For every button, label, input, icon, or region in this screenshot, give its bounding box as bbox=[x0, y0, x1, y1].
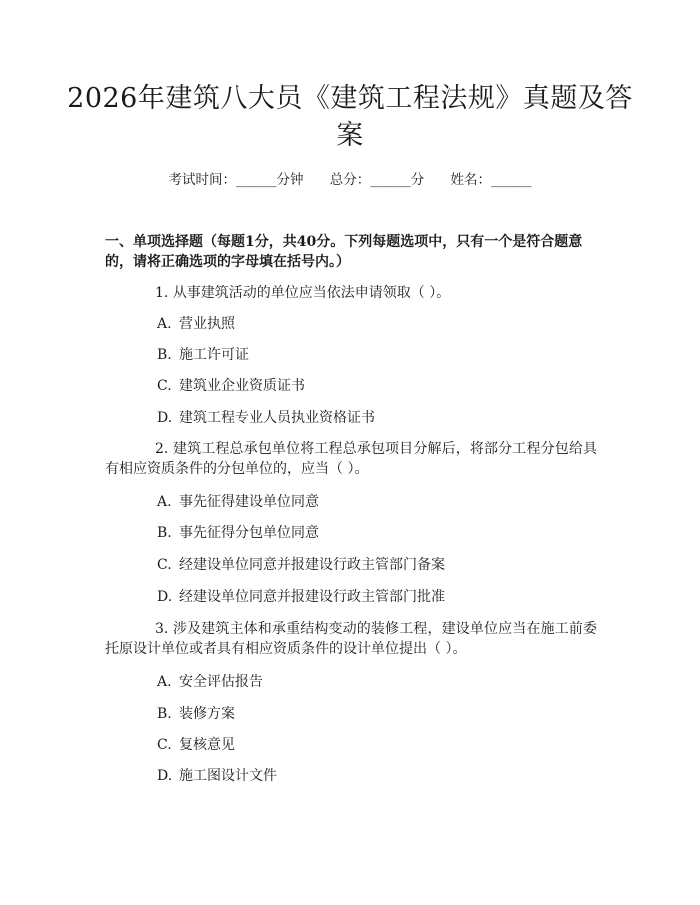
total-score-field: 总分：______分 bbox=[329, 172, 425, 188]
option-text: 安全评估报告 bbox=[179, 674, 263, 690]
option-text: 复核意见 bbox=[179, 737, 235, 753]
option-letter: C. bbox=[157, 737, 172, 753]
option-letter: D. bbox=[157, 768, 173, 784]
question-1-option-a bbox=[157, 314, 235, 334]
question-number: 2. bbox=[155, 441, 169, 457]
option-letter: B. bbox=[157, 347, 172, 363]
question-3 bbox=[105, 619, 597, 659]
question-number: 3. bbox=[155, 621, 169, 637]
question-text: 涉及建筑主体和承重结构变动的装修工程，建设单位应当在施工前委托原设计单位或者具有相应资质条件的设计单位提出（ ）。 bbox=[105, 621, 597, 657]
question-text: 从事建筑活动的单位应当依法申请领取（ ）。 bbox=[172, 285, 451, 301]
question-text: 建筑工程总承包单位将工程总承包项目分解后，将部分工程分包给具有相应资质条件的分包单位的，应当（ ）。 bbox=[105, 441, 597, 477]
option-letter: A. bbox=[157, 674, 172, 690]
question-3-option-d bbox=[157, 766, 277, 786]
option-text: 装修方案 bbox=[179, 706, 235, 722]
option-text: 事先征得建设单位同意 bbox=[179, 494, 319, 510]
question-2-option-a bbox=[157, 492, 319, 512]
question-2-option-c bbox=[157, 555, 445, 575]
option-letter: A. bbox=[157, 494, 172, 510]
question-3-option-b bbox=[157, 704, 235, 724]
option-text: 建筑工程专业人员执业资格证书 bbox=[179, 410, 375, 426]
name-field: 姓名：______ bbox=[450, 172, 532, 188]
question-1-option-b bbox=[157, 345, 249, 365]
question-1-option-c bbox=[157, 376, 305, 396]
option-text: 营业执照 bbox=[179, 316, 235, 332]
option-text: 施工许可证 bbox=[179, 347, 249, 363]
option-letter: D. bbox=[157, 410, 173, 426]
option-text: 施工图设计文件 bbox=[179, 768, 277, 784]
option-text: 事先征得分包单位同意 bbox=[179, 525, 319, 541]
option-letter: A. bbox=[157, 316, 172, 332]
option-text: 建筑业企业资质证书 bbox=[179, 378, 305, 394]
question-2-option-d bbox=[157, 587, 445, 607]
option-letter: D. bbox=[157, 589, 173, 605]
question-3-option-a bbox=[157, 672, 263, 692]
option-letter: B. bbox=[157, 525, 172, 541]
section-heading: 一、单项选择题（每题1分，共40分。下列每题选项中，只有一个是符合题意的，请将正确选项的字母填在括号内。） bbox=[105, 234, 583, 270]
option-text: 经建设单位同意并报建设行政主管部门备案 bbox=[179, 557, 445, 573]
document-title: 2026年建筑八大员《建筑工程法规》真题及答案 bbox=[67, 83, 633, 151]
option-letter: B. bbox=[157, 706, 172, 722]
option-text: 经建设单位同意并报建设行政主管部门批准 bbox=[179, 589, 445, 605]
exam-time-field: 考试时间：______分钟 bbox=[168, 172, 304, 188]
question-1-option-d bbox=[157, 408, 375, 428]
question-2-option-b bbox=[157, 523, 319, 543]
question-number: 1. bbox=[155, 285, 169, 301]
question-1 bbox=[105, 283, 597, 303]
question-3-option-c bbox=[157, 735, 235, 755]
option-letter: C. bbox=[157, 557, 172, 573]
option-letter: C. bbox=[157, 378, 172, 394]
exam-meta bbox=[0, 168, 700, 188]
question-2 bbox=[105, 439, 597, 479]
